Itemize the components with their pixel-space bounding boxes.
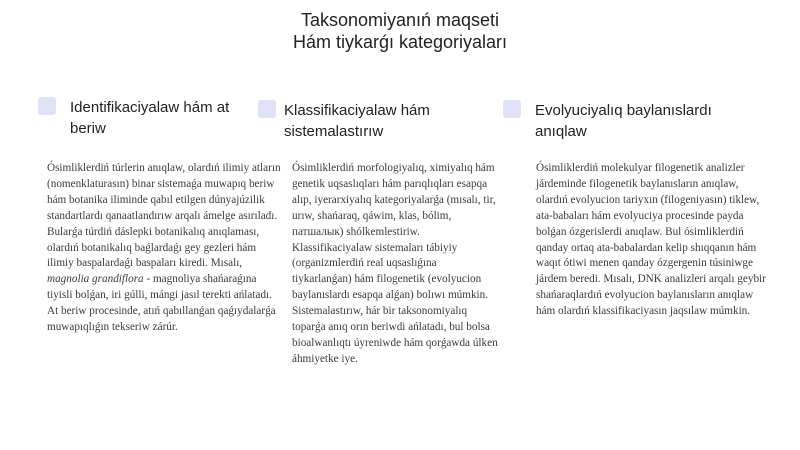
- column-header: [258, 100, 480, 160]
- column-header: [503, 100, 743, 160]
- column-evolution: [503, 0, 766, 318]
- column-body: [292, 161, 498, 368]
- column-heading: Evolyuciyalıq baylanıslardı anıqlaw: [535, 102, 712, 140]
- square-bullet-icon: [38, 97, 56, 115]
- column-heading: Identifikaciyalaw hám at beriw: [70, 99, 230, 137]
- column-paragraph: Ósimliklerdiń molekulyar filogenetik analizler járdeminde filogenetik baylanısların anıqlaw, olardıń evolyucion tariyxın (filogeniyasın) tiklew, ata-babaları hám evolyuciya procesinde payda bolǵan ózgerislerdi anıqlaw. Bul ósimliklerdiń qanday ortaq ata-babalardan kelip shıqqanın hám waqıt ótiwi menen qanday ózgergenin túsiniwge járdem beredi. Mısalı, DNK analizleri arqalı geybir shańaraqlardıń evolyucion baylanısların anıqlaw hám olardıń klassifikaciyasın jaqsılaw múmkin.: [536, 162, 766, 318]
- column-paragraph: Ósimliklerdiń morfologiyalıq, ximiyalıq hám genetik uqsaslıqları hám parıqlıqları esapqa alıp, iyerarxiyalıq kategoriyalarǵa (mısalı, tir, urıw, shańaraq, qáwim, klas, bólim, патшалык) shólkemlestiriw. Klassifikaciyalaw sistemaları tábiyiy (organizmlerdiń real uqsaslıǵına tiykarlanǵan) hám filogenetik (evolyucion baylanıslardı esapqa alǵan) bolıwı múmkin. Sistemalastırıw, hár bir taksonomiyalıq toparǵa anıq orın beriwdi ańlatadı, bul bolsa bioalwanlıqtı úyreniwde hám qorǵawda úlken áhmiyetke iye.: [292, 162, 498, 365]
- column-classification: [258, 0, 498, 365]
- column-body: [47, 161, 282, 336]
- column-paragraph: [47, 161, 282, 336]
- slide-title-line-1: Taksonomiyanıń maqseti: [300, 10, 500, 30]
- column-heading: Klassifikaciyalaw hám sistemalastırıw: [284, 102, 430, 140]
- body-text: - magnoliya shańaraǵına tiyisli bolǵan, iri gúlli, mángi jasıl terekti ańlatadı. At beriw procesinde, atıń qabıllanǵan qaǵıydalarǵa muwapıqlıǵın tekseriw zárúr.: [47, 273, 276, 334]
- body-italic-term: magnolia grandiflora: [47, 273, 144, 286]
- column-header: [38, 97, 256, 157]
- square-bullet-icon: [258, 100, 276, 118]
- column-body: [536, 161, 768, 320]
- column-identification: [38, 0, 281, 334]
- body-text: Ósimliklerdiń túrlerin anıqlaw, olardıń ilimiy atların (nomenklaturasın) binar sistemaǵa muwapıq beriw hám botanika iliminde qabıl etilgen dúnyajúzilik standartlardı qanaatlandırıw arqalı ámelge asırıladı. Bularǵa túrdiń dáslepki botanikalıq anıqlaması, olardıń botanikalıq baǵlardaǵı gey gezleri hám ilimiy baspalardaǵı baspaları kiredi. Mısalı,: [47, 162, 281, 270]
- square-bullet-icon: [503, 100, 521, 118]
- slide-title-line-2: Hám tiykarǵı kategoriyaları: [292, 32, 508, 52]
